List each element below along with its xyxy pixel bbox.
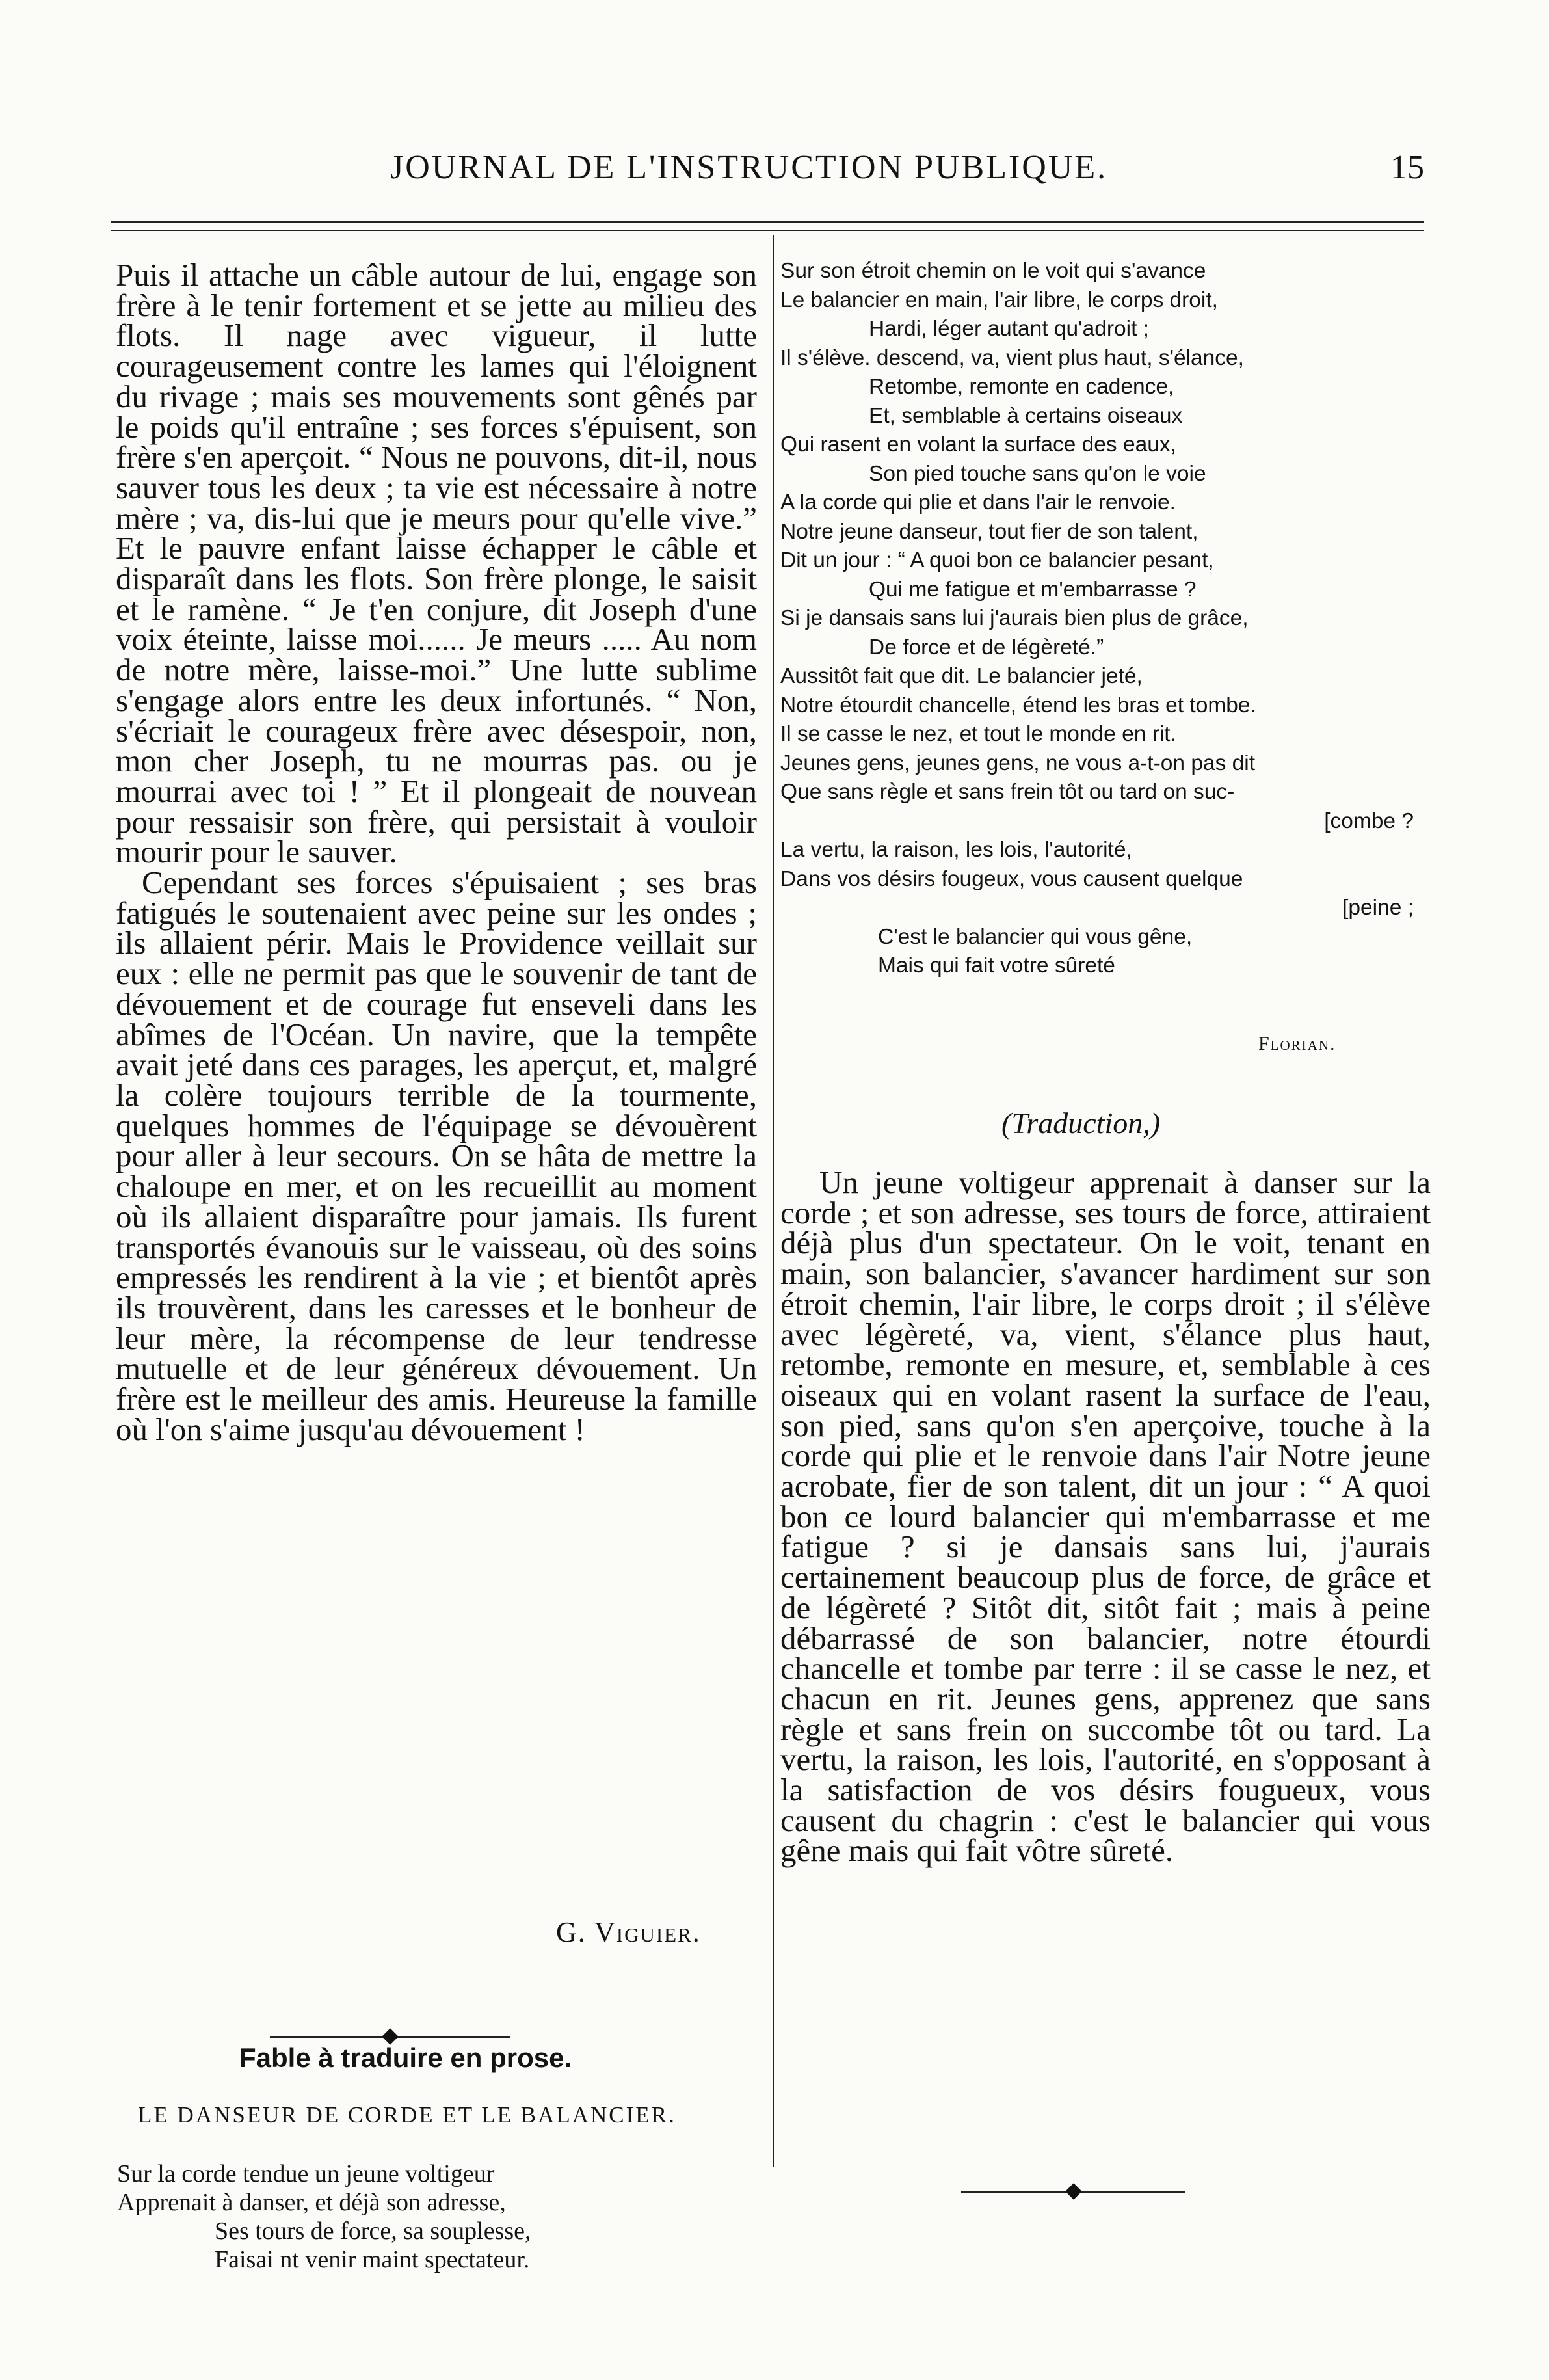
poem-line: Hardi, léger autant qu'adroit ;	[869, 317, 1149, 341]
poem-line: Que sans règle et sans frein tôt ou tard on suc-	[780, 780, 1235, 804]
fable-heading: Fable à traduire en prose.	[239, 2042, 572, 2073]
translation-text-block	[780, 1164, 1431, 1869]
page-header	[111, 148, 1424, 187]
poem-line: Le balancier en main, l'air libre, le corps droit,	[780, 287, 1218, 312]
poem-author: Florian.	[1258, 1033, 1336, 1054]
left-column	[116, 257, 757, 1447]
fable-verse	[117, 2159, 689, 2274]
right-column-poem	[780, 257, 1433, 981]
page-number: 15	[1390, 149, 1424, 186]
poem-line: Notre jeune danseur, tout fier de son talent,	[780, 519, 1198, 544]
fable-line: Apprenait à danser, et déjà son adresse,	[117, 2189, 506, 2216]
poem-line: C'est le balancier qui vous gêne,	[878, 924, 1193, 949]
poem-line: A la corde qui plie et dans l'air le renvoie.	[780, 490, 1176, 515]
fable-subtitle: LE DANSEUR DE CORDE ET LE BALANCIER.	[138, 2102, 676, 2128]
header-rule-bottom	[111, 230, 1424, 231]
poem-line: Sur son étroit chemin on le voit qui s'avance	[780, 259, 1206, 283]
story-paragraph-1: Puis il attache un câble autour de lui, engage son frère à le tenir fortement et se jette au milieu des flots. Il nage avec vigueur, il lutte courageusement contre les lames qui l'éloignent du rivage ; mais ses mouvements sont gênés par le poids qu'il entraîne ; ses forces s'épuisent, son frère s'en aperçoit. “ Nous ne pouvons, dit-il, nous sauver tous les deux ; ta vie est nécessaire à notre mère ; va, dis-lui que je meurs pour qu'elle vive.” Et le pauvre enfant laisse échapper le câble et disparaît dans les flots. Son frère plonge, le saisit et le ramène. “ Je t'en conjure, dit Joseph d'une voix éteinte, laisse moi...... Je meurs ..... Au nom de notre mère, laisse-moi.” Une lutte sublime s'engage alors entre les deux infortunés. “ Non, s'écriait le courageux frère avec désespoir, non, mon cher Joseph, tu ne mourras pas. ou je mourrai avec toi ! ” Et il plongeait de nouvean pour ressaisir son frère, qui persistait à vouloir mourir pour le sauver.	[116, 257, 757, 870]
poem-line: Retombe, remonte en cadence,	[869, 375, 1174, 399]
fable-line: Sur la corde tendue un jeune voltigeur	[117, 2160, 495, 2187]
column-divider	[773, 235, 774, 2167]
poem-line: Qui me fatigue et m'embarrasse ?	[869, 577, 1197, 602]
poem-line: Aussitôt fait que dit. Le balancier jeté,	[780, 664, 1143, 688]
poem-line: Notre étourdit chancelle, étend les bras et tombe.	[780, 693, 1256, 717]
poem-line: Son pied touche sans qu'on le voie	[869, 461, 1206, 486]
poem-line: Et, semblable à certains oiseaux	[869, 403, 1183, 428]
fable-line: Faisai nt venir maint spectateur.	[215, 2246, 530, 2273]
poem-line: Jeunes gens, jeunes gens, ne vous a-t-on pas dit	[780, 751, 1256, 775]
section-ornament-right	[961, 2184, 1185, 2200]
header-rule-top	[111, 221, 1424, 223]
translation-text: Un jeune voltigeur apprenait à danser sur la corde ; et son adresse, ses tours de force, attiraient déjà plus d'un spectateur. On le voit, tenant en main, son balancier, s'avancer hardiment sur son étroit chemin, l'air libre, le corps droit ; il s'élève avec légèreté, va, vient, s'élance plus haut, retombe, remonte en mesure, et, semblable à ces oiseaux qui en volant rasent la surface de l'eau, son pied, sans qu'on s'en aperçoive, touche à la corde qui plie et le renvoie dans l'air Notre jeune acrobate, fier de son talent, dit un jour : “ A quoi bon ce lourd balancier qui m'embarrasse et me fatigue ? si je dansais sans lui, j'aurais certainement beaucoup plus de force, de grâce et de légèreté ? Sitôt dit, sitôt fait ; mais à peine débarrassé de son balancier, notre étourdi chancelle et tombe par terre : il se casse le nez, et chacun en rit. Jeunes gens, apprenez que sans règle et sans frein on succombe tôt ou tard. La vertu, la raison, les lois, l'autorité, en s'opposant à la satisfaction de vos désirs fougueux, vous causent du chagrin : c'est le balancier qui vous gêne mais qui fait vôtre sûreté.	[780, 1164, 1431, 1869]
poem-line: Il s'élève. descend, va, vient plus haut, s'élance,	[780, 345, 1244, 370]
poem-line: [peine ;	[1342, 896, 1414, 920]
story-paragraph-2: Cependant ses forces s'épuisaient ; ses bras fatigués le soutenaient avec peine sur les ondes ; ils allaient périr. Mais le Providence veillait sur eux : elle ne permit pas que le souvenir de tant de dévouement et de courage fut enseveli dans les abîmes de l'Océan. Un navire, que la tempête avait jeté dans ces parages, les aperçut, et, malgré la colère toujours terrible de la tourmente, quelques hommes de l'équipage se dévouèrent pour aller à leur secours. On se hâta de mettre la chaloupe en mer, et on les recueillit au moment où ils allaient disparaître pour jamais. Ils furent transportés évanouis sur le vaisseau, où des soins empressés les rendirent à la vie ; et bientôt après ils trouvèrent, dans les caresses et le bonheur de leur mère, la récompense de leur tendresse mutuelle et de leur généreux dévouement. Un frère est le meilleur des amis. Heureuse la famille où l'on s'aime jusqu'au dévouement !	[116, 864, 757, 1447]
poem-line: Dit un jour : “ A quoi bon ce balancier pesant,	[780, 548, 1214, 572]
poem-line: De force et de légèreté.”	[869, 635, 1104, 660]
poem-line: Si je dansais sans lui j'aurais bien plus de grâce,	[780, 606, 1249, 630]
translation-heading: (Traduction,)	[1001, 1106, 1161, 1140]
signature-viguier: G. Viguier.	[556, 1916, 701, 1948]
fable-line: Ses tours de force, sa souplesse,	[215, 2217, 531, 2245]
poem-line: La vertu, la raison, les lois, l'autorité,	[780, 838, 1132, 862]
poem-line: Mais qui fait votre sûreté	[878, 954, 1115, 978]
poem-lines	[780, 257, 1433, 981]
poem-line: Dans vos désirs fougeux, vous causent quelque	[780, 866, 1243, 891]
poem-line: [combe ?	[1324, 809, 1414, 833]
poem-line: Qui rasent en volant la surface des eaux,	[780, 433, 1176, 457]
poem-line: Il se casse le nez, et tout le monde en rit.	[780, 722, 1176, 746]
journal-title: JOURNAL DE L'INSTRUCTION PUBLIQUE.	[390, 149, 1108, 186]
